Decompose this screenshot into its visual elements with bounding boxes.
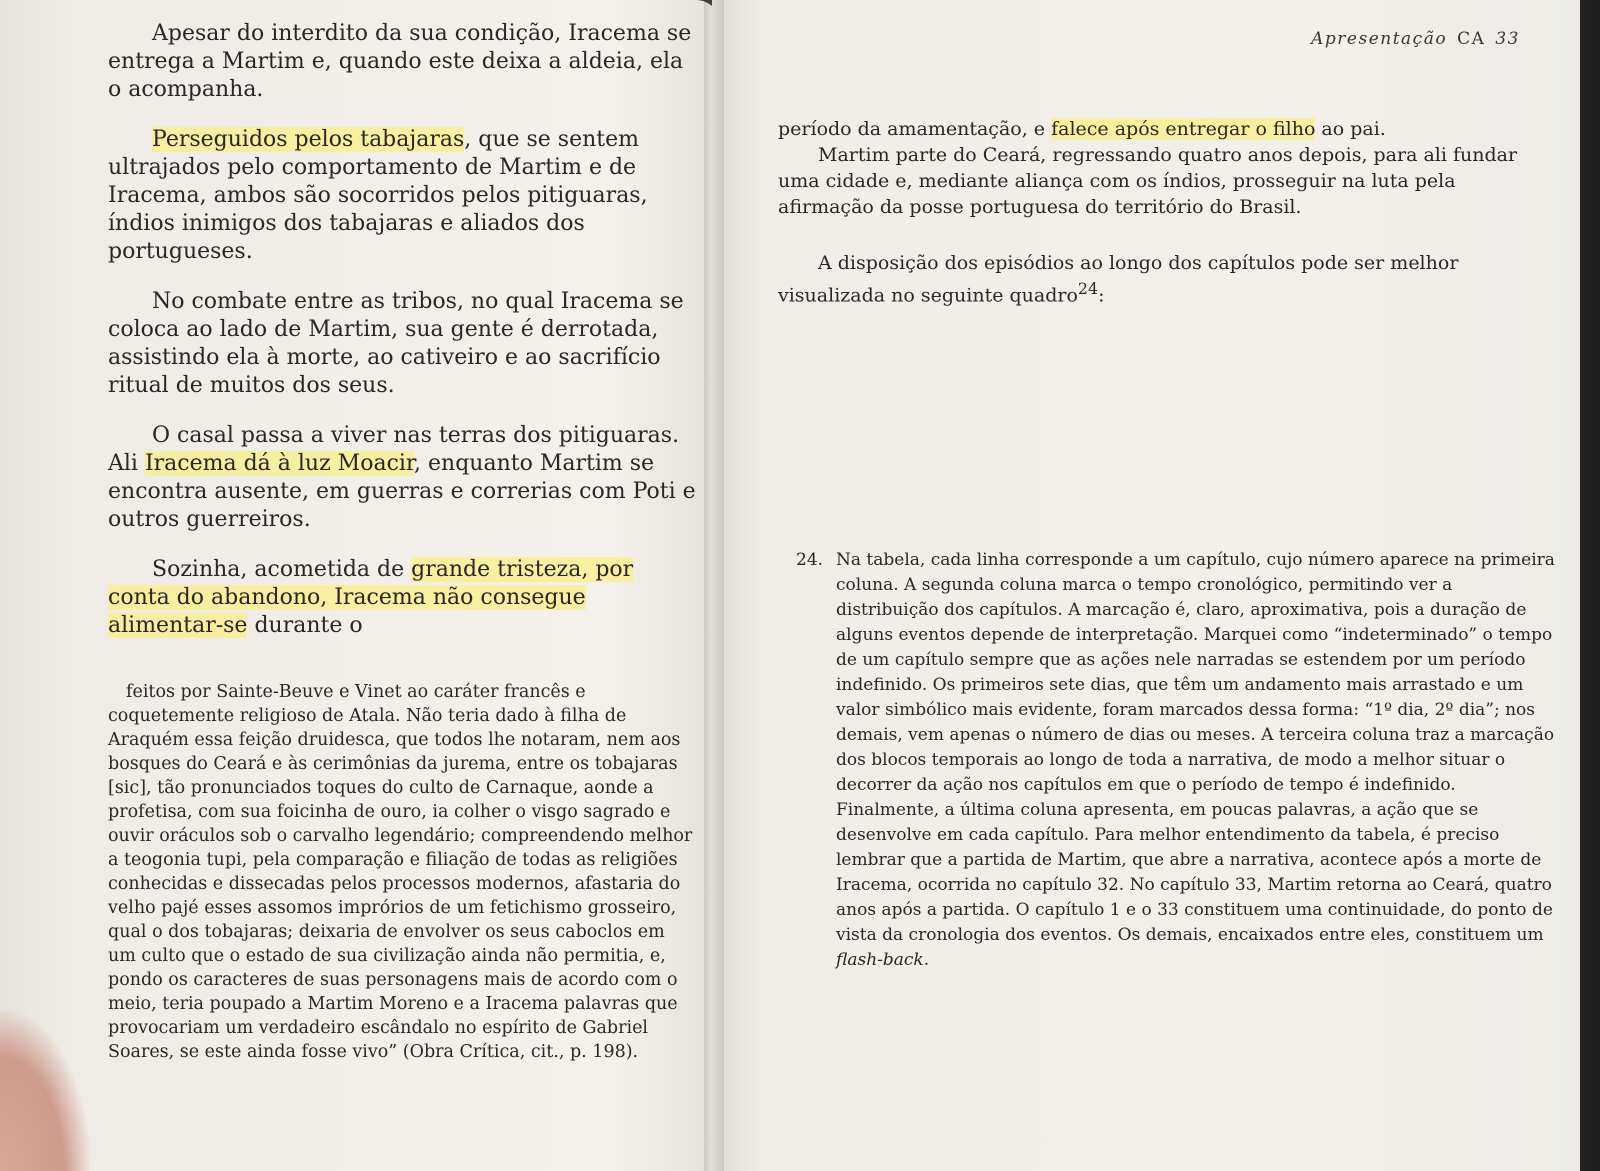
footnote-ref: 24 <box>1077 279 1099 298</box>
footnote-text: Na tabela, cada linha corresponde a um capítulo, cujo número aparece na primeira coluna. A segunda coluna marca o tempo cronológico, permitindo ver a distribuição dos capítulos. A marcação é, claro, aproximativa, pois a duração de alguns eventos depende de interpretação. Marquei como “indeterminado” o tempo de um capítulo sempre que as ações nele narradas se estendem por um período indefinido. Os primeiros sete dias, que têm um andamento mais arrastado e um valor simbólico mais evidente, foram marcados dessa forma: “1º dia, 2º dia”; nos demais, vem apenas o número de dias ou meses. A terceira coluna traz a marcação dos blocos temporais ao longo de toda a narrativa, de modo a melhor situar o decorrer da ação nos capítulos em que o período de tempo é indefinido. Finalmente, a última coluna apresenta, em poucas palavras, a ação que se desenvolve em cada capítulo. Para melhor entendimento da tabela, é preciso lembrar que a partida de Martim, que abre a narrativa, acontece após a morte de Iracema, ocorrida no capítulo 32. No capítulo 33, Martim retorna ao Ceará, quatro anos após a partida. O capítulo 1 e o 33 constituem uma continuidade, do ponto de vista da cronologia dos eventos. Os demais, encaixados entre eles, constituem um flash-back. <box>836 550 1555 970</box>
left-body-text <box>108 20 698 640</box>
running-head <box>778 26 1520 52</box>
footnote-emphasis: flash-back <box>836 950 924 970</box>
left-page <box>0 0 720 1171</box>
footnote-number: 24. <box>796 550 824 570</box>
page-number: 33 <box>1495 29 1520 49</box>
thumb <box>0 1010 90 1171</box>
book-spine <box>704 0 724 1171</box>
ornament-icon: CA <box>1457 29 1486 49</box>
paragraph: O casal passa a viver nas terras dos pitiguaras. Ali Iracema dá à luz Moacir, enquanto Martim se encontra ausente, em guerras e correrias com Poti e outros guerreiros. <box>108 423 696 532</box>
paragraph: período da amamentação, e falece após entregar o filho ao pai. <box>778 118 1386 140</box>
paragraph: Sozinha, acometida de grande tristeza, por conta do abandono, Iracema não consegue alimentar-se durante o <box>108 557 634 638</box>
footnote-quote: feitos por Sainte-Beuve e Vinet ao caráter francês e coquetemente religioso de Atala. Não teria dado à filha de Araquém essa feição druidesca, que todos lhe notaram, nem aos bosques do Ceará e às cerimônias da jurema, entre os tobajaras [sic], tão pronunciados toques do culto de Carnaque, aonde a profetisa, com sua foicinha de ouro, ia colher o visgo sagrado e ouvir oráculos sob o carvalho legendário; compreendendo melhor a teogonia tupi, pela comparação e filiação de todas as religiões conhecidas e dissecadas pelos processos modernos, afastaria do velho pajé esses assomos imprórios de um fetichismo grosseiro, qual o dos tobajaras; deixaria de envolver os seus caboclos em um culto que o estado de sua civilização ainda não permitia, e, pondo os caracteres de suas personagens mais de acordo com o meio, teria poupado a Martim Moreno e a Iracema palavras que provocariam um verdadeiro escândalo no espírito de Gabriel Soares, se este ainda fosse vivo” (Obra Crítica, cit., p. 198). <box>108 682 693 1062</box>
highlight: falece após entregar o filho <box>1051 118 1316 140</box>
paragraph: Martim parte do Ceará, regressando quatro anos depois, para ali fundar uma cidade e, mediante aliança com os índios, prosseguir na luta pela afirmação da posse portuguesa do território do Brasil. <box>778 144 1518 218</box>
paragraph: A disposição dos episódios ao longo dos capítulos pode ser melhor visualizada no seguinte quadro$^{24}$: <box>778 252 1459 307</box>
paragraph: No combate entre as tribos, no qual Iracema se coloca ao lado de Martim, sua gente é derrotada, assistindo ela à morte, ao cativeiro e ao sacrifício ritual de muitos dos seus. <box>108 289 684 398</box>
highlight: Iracema dá à luz Moacir <box>144 451 415 476</box>
right-page <box>712 0 1580 1171</box>
running-head-title: Apresentação <box>1311 29 1448 49</box>
highlight: grande tristeza, por conta do abandono, Iracema não consegue alimentar-se <box>108 557 634 638</box>
highlight: Perseguidos pelos tabajaras <box>152 127 465 152</box>
footnote <box>796 548 1556 973</box>
paragraph: Apesar do interdito da sua condição, Iracema se entrega a Martim e, quando este deixa a aldeia, ela o acompanha. <box>108 21 692 102</box>
paragraph: Perseguidos pelos tabajaras, que se sentem ultrajados pelo comportamento de Martim e de Iracema, ambos são socorridos pelos pitiguaras, índios inimigos dos tabajaras e aliados dos portugueses. <box>108 127 648 264</box>
